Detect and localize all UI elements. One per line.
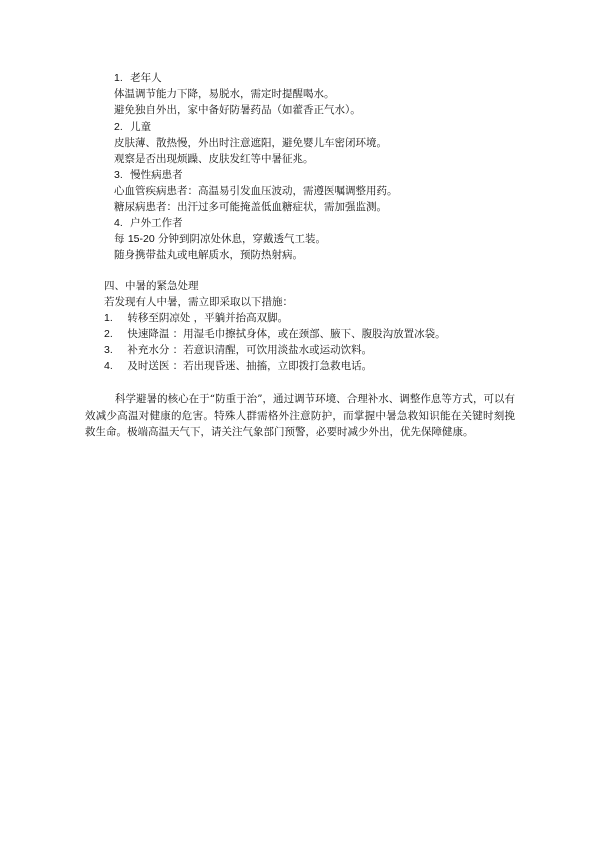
step-text: 补充水分 ：若意识清醒，可饮用淡盐水或运动饮料。 bbox=[127, 344, 373, 356]
group-heading-number: 4. bbox=[114, 217, 123, 229]
emergency-step bbox=[104, 312, 288, 325]
step-number: 3. bbox=[104, 344, 113, 356]
step-number: 1. bbox=[104, 312, 113, 324]
group-line: 皮肤薄、散热慢，外出时注意遮阳，避免婴儿车密闭环境。 bbox=[114, 137, 387, 149]
section-intro: 若发现有人中暑，需立即采取以下措施： bbox=[104, 296, 293, 308]
group-heading-children bbox=[114, 121, 151, 134]
rest-interval-number: 15-20 bbox=[127, 233, 155, 245]
group-heading-chronic bbox=[114, 169, 183, 182]
step-text: 及时送医 ：若出现昏迷、抽搐，立即拨打急救电话。 bbox=[127, 360, 373, 372]
line-prefix: 每 bbox=[114, 233, 128, 245]
group-heading-outdoor bbox=[114, 217, 183, 230]
emergency-step bbox=[104, 360, 372, 373]
step-text: 快速降温 ：用湿毛巾擦拭身体，或在颈部、腋下、腹股沟放置冰袋。 bbox=[127, 328, 446, 340]
section-title: 四、中暑的紧急处理 bbox=[104, 280, 199, 292]
step-text: 转移至阴凉处 ，平躺并抬高双脚。 bbox=[127, 312, 289, 324]
group-line: 避免独自外出，家中备好防暑药品（如藿香正气水）。 bbox=[114, 104, 361, 116]
emergency-step bbox=[104, 344, 372, 357]
conclusion-paragraph: 科学避暑的核心在于“防重于治”，通过调节环境、合理补水、调整作息等方式，可以有效减少高温对健康的危害。特殊人群需格外注意防护，而掌握中暑急救知识能在关键时刻挽救生命。极端高温天气下，请关注气象部门预警，必要时减少外出，优先保障健康。 bbox=[85, 393, 515, 438]
group-line: 观察是否出现烦躁、皮肤发红等中暑征兆。 bbox=[114, 153, 314, 165]
group-heading-number: 3. bbox=[114, 169, 123, 181]
group-line: 糖尿病患者：出汗过多可能掩盖低血糖症状，需加强监测。 bbox=[114, 201, 387, 213]
step-number: 4. bbox=[104, 360, 113, 372]
group-heading-text: 户外工作者 bbox=[130, 217, 183, 229]
group-heading-text: 老年人 bbox=[130, 72, 162, 84]
line-suffix: 分钟到阴凉处休息，穿戴透气工装。 bbox=[154, 233, 327, 245]
group-heading-number: 1. bbox=[114, 72, 123, 84]
group-line bbox=[114, 233, 326, 246]
group-line: 随身携带盐丸或电解质水，预防热射病。 bbox=[114, 249, 303, 261]
group-heading-elderly bbox=[114, 72, 162, 85]
step-number: 2. bbox=[104, 328, 113, 340]
group-heading-text: 儿童 bbox=[130, 121, 152, 133]
group-line: 心血管疾病患者：高温易引发血压波动，需遵医嘱调整用药。 bbox=[114, 185, 398, 197]
emergency-step bbox=[104, 328, 446, 341]
group-heading-text: 慢性病患者 bbox=[130, 169, 183, 181]
group-line: 体温调节能力下降，易脱水，需定时提醒喝水。 bbox=[114, 88, 335, 100]
group-heading-number: 2. bbox=[114, 121, 123, 133]
